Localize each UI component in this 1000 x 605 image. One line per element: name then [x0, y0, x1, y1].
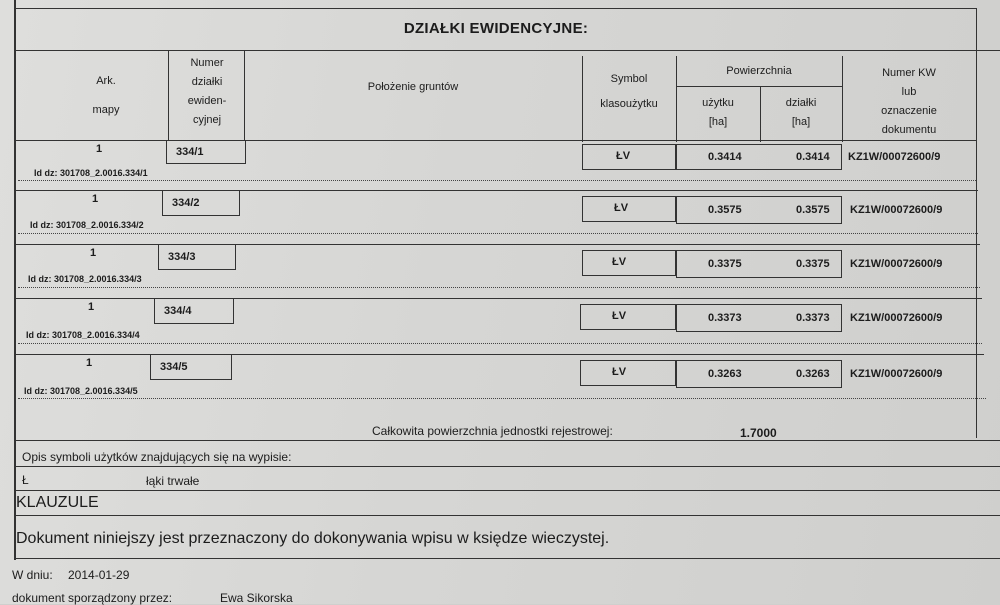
legend-divider — [16, 490, 1000, 491]
cell-frame — [582, 250, 676, 276]
date-label: W dniu: — [12, 568, 53, 582]
cell-dzialki: 0.3575 — [796, 204, 830, 216]
opis-label: Opis symboli użytków znajdujących się na wypisie: — [22, 450, 292, 464]
right-border — [976, 8, 977, 438]
header-dzialki: działki [ha] — [785, 97, 817, 128]
cell-numer: 334/4 — [164, 305, 192, 317]
cell-uzytku: 0.3375 — [708, 258, 742, 270]
prepared-value: Ewa Sikorska — [220, 591, 293, 605]
cell-numer: 334/2 — [172, 197, 200, 209]
cell-kw: KZ1W/00072600/9 — [848, 151, 941, 163]
header-kw: Numer KW lub oznaczenie dokumentu — [881, 67, 937, 136]
header-sub-divider — [676, 86, 842, 87]
legend-symbol: Ł — [22, 473, 29, 487]
dotted-divider — [18, 287, 980, 288]
cell-symbol: ŁV — [612, 366, 627, 378]
cell-frame — [582, 196, 676, 222]
cell-id: Id dz: 301708_2.0016.334/2 — [30, 220, 144, 230]
cell-numer: 334/1 — [176, 146, 204, 158]
bottom-border — [16, 558, 1000, 559]
dotted-divider — [18, 398, 986, 399]
cell-kw: KZ1W/00072600/9 — [850, 312, 943, 324]
cell-uzytku: 0.3575 — [708, 204, 742, 216]
header-ark: Ark. mapy — [92, 75, 120, 116]
legend-description: łąki trwałe — [146, 474, 200, 488]
total-value: 1.7000 — [740, 426, 777, 440]
klauzule-divider — [16, 515, 1000, 516]
cell-kw: KZ1W/00072600/9 — [850, 368, 943, 380]
cell-id: Id dz: 301708_2.0016.334/1 — [34, 168, 148, 178]
klauzule-title: KLAUZULE — [16, 494, 99, 511]
cell-dzialki: 0.3375 — [796, 258, 830, 270]
cell-uzytku: 0.3263 — [708, 368, 742, 380]
title-divider — [16, 50, 1000, 51]
header-symbol: Symbol klasoużytku — [600, 73, 658, 110]
total-label: Całkowita powierzchnia jednostki rejestrowej: — [372, 424, 613, 438]
row-divider — [16, 190, 978, 191]
cell-frame — [580, 360, 676, 386]
cell-uzytku: 0.3414 — [708, 151, 742, 163]
cell-uzytku: 0.3373 — [708, 312, 742, 324]
cell-symbol: ŁV — [612, 310, 627, 322]
cell-id: Id dz: 301708_2.0016.334/3 — [28, 274, 142, 284]
opis-divider — [16, 466, 1000, 467]
row-divider — [16, 140, 976, 141]
cell-numer: 334/3 — [168, 251, 196, 263]
cell-id: Id dz: 301708_2.0016.334/5 — [24, 386, 138, 396]
cell-dzialki: 0.3414 — [796, 151, 830, 163]
cell-symbol: ŁV — [616, 150, 631, 162]
header-uzytku: użytku [ha] — [702, 97, 734, 128]
cell-ark: 1 — [92, 193, 99, 205]
dotted-divider — [18, 343, 982, 344]
cell-numer: 334/5 — [160, 361, 188, 373]
header-numer: Numer działki ewiden- cyjnej — [187, 57, 227, 126]
dotted-divider — [18, 180, 976, 181]
cell-dzialki: 0.3263 — [796, 368, 830, 380]
cell-kw: KZ1W/00072600/9 — [850, 258, 943, 270]
cell-frame — [580, 304, 676, 330]
cell-ark: 1 — [96, 143, 103, 155]
date-value: 2014-01-29 — [68, 568, 130, 582]
cell-id: Id dz: 301708_2.0016.334/4 — [26, 330, 140, 340]
section-title: DZIAŁKI EWIDENCYJNE: — [403, 20, 589, 37]
cell-ark: 1 — [90, 247, 97, 259]
prepared-label: dokument sporządzony przez: — [12, 591, 173, 605]
klauzule-text: Dokument niniejszy jest przeznaczony do dokonywania wpisu w księdze wieczystej. — [16, 530, 610, 547]
dotted-divider — [18, 233, 978, 234]
cell-ark: 1 — [88, 301, 95, 313]
cell-symbol: ŁV — [612, 256, 627, 268]
header-powierzchnia: Powierzchnia — [726, 65, 792, 77]
cell-symbol: ŁV — [614, 202, 629, 214]
top-border — [16, 8, 976, 9]
parcels-document — [14, 0, 1000, 560]
cell-kw: KZ1W/00072600/9 — [850, 204, 943, 216]
header-polozenie: Położenie gruntów — [367, 81, 459, 93]
cell-dzialki: 0.3373 — [796, 312, 830, 324]
cell-ark: 1 — [86, 357, 93, 369]
total-divider — [16, 440, 1000, 441]
